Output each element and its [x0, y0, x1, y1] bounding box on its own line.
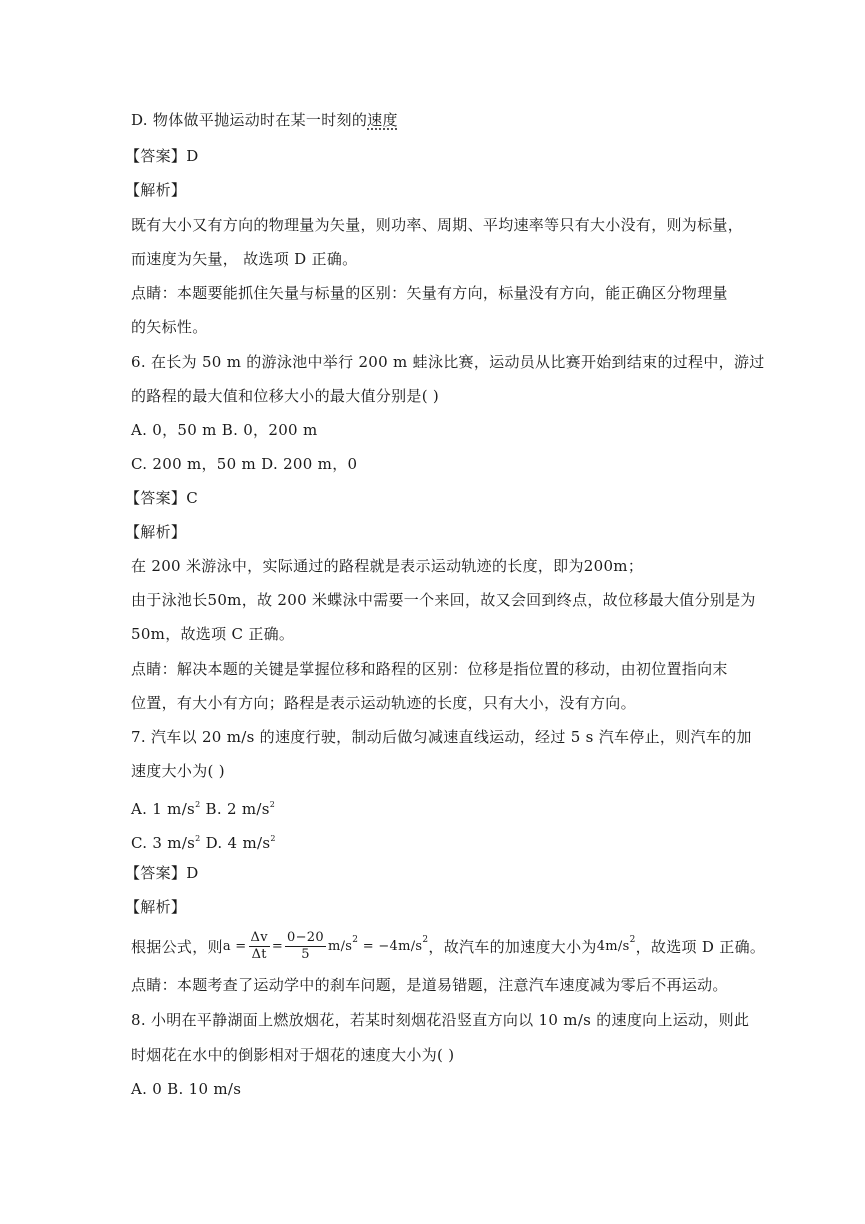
options-ab: A. 0，50 m B. 0，200 m — [131, 421, 318, 439]
paragraph-line: 由于泳池长50m，故 200 米蝶泳中需要一个来回，故又会回到终点，故位移最大值分别是为 — [131, 591, 756, 609]
question-6: 6. 在长为 50 m 的游泳池中举行 200 m 蛙泳比赛，运动员从比赛开始到结束的过程中，游过 — [131, 353, 765, 371]
options-cd: C. 3 $m/s^2$ D. 4 $m/s^2$ — [131, 834, 276, 852]
fraction: $\frac{0-20}{5}$ — [287, 930, 324, 962]
paragraph-line: 50m，故选项 C 正确。 — [131, 625, 295, 643]
options-ab: A. 0 B. 10 m/s — [131, 1080, 242, 1098]
options-cd: C. 200 m，50 m D. 200 m，0 — [131, 455, 358, 473]
question-6-cont: 的路程的最大值和位移大小的最大值分别是( ) — [131, 387, 440, 405]
paragraph-line: 既有大小又有方向的物理量为矢量，则功率、周期、平均速率等只有大小没有，则为标量， — [131, 216, 744, 234]
answer-label: 【答案】D — [125, 147, 199, 165]
question-7-cont: 速度大小为( ) — [131, 762, 225, 780]
options-ab: A. 1 $m/s^2$ B. 2 $m/s^2$ — [131, 800, 276, 818]
analysis-label: 【解析】 — [125, 523, 187, 541]
analysis-label: 【解析】 — [125, 898, 187, 916]
formula: a = $\frac{\Delta v}{\Delta t}$ = $\frac{0-20}{5}$ $m/s^2 = -4m/s^2$ — [222, 930, 429, 962]
note-line: 点睛：本题考查了运动学中的刹车问题，是道易错题，注意汽车速度减为零后不再运动。 — [131, 976, 728, 994]
paragraph-line: 在 200 米游泳中，实际通过的路程就是表示运动轨迹的长度，即为200m； — [131, 557, 644, 575]
note-line: 位置，有大小有方向；路程是表示运动轨迹的长度，只有大小，没有方向。 — [131, 694, 636, 712]
paragraph-line: 而速度为矢量， 故选项 D 正确。 — [131, 250, 358, 268]
question-8-cont: 时烟花在水中的倒影相对于烟花的速度大小为( ) — [131, 1046, 455, 1064]
note-line: 点睛：本题要能抓住矢量与标量的区别：矢量有方向，标量没有方向，能正确区分物理量 — [131, 284, 728, 302]
note-line: 点睛：解决本题的关键是掌握位移和路程的区别：位移是指位置的移动，由初位置指向末 — [131, 660, 728, 678]
fraction: $\frac{\Delta v}{\Delta t}$ — [250, 930, 268, 962]
note-line: 的矢标性。 — [131, 318, 208, 336]
question-8: 8. 小明在平静湖面上燃放烟花，若某时刻烟花沿竖直方向以 10 m/s 的速度向上运动，则此 — [131, 1011, 750, 1029]
answer-label: 【答案】D — [125, 864, 199, 882]
emphasis-dots: 速度 — [367, 111, 398, 129]
analysis-label: 【解析】 — [125, 181, 187, 199]
formula-line: 根据公式，则a = $\frac{\Delta v}{\Delta t}$ = $\frac{0-20}{5}$ $m/s^2 = -4m/s^2$，故汽车的加速度大小为$4m/s^2$，故选项 D 正确。 — [131, 930, 766, 962]
answer-label: 【答案】C — [125, 489, 198, 507]
option-d-line: D. 物体做平抛运动时在某一时刻的速度 — [131, 111, 398, 129]
question-7: 7. 汽车以 20 m/s 的速度行驶，制动后做匀减速直线运动，经过 5 s 汽车停止，则汽车的加 — [131, 728, 752, 746]
